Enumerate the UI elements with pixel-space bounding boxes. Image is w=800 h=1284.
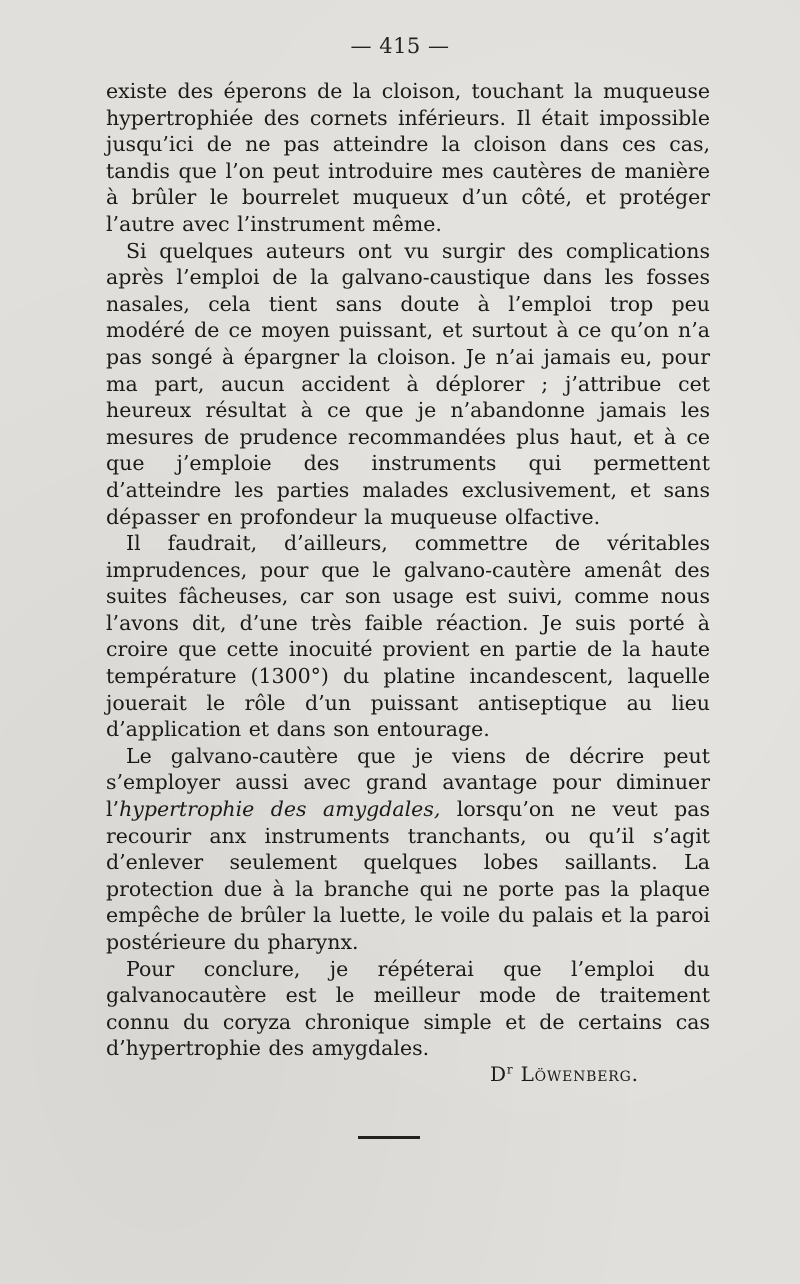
paragraph-2: Si quelques auteurs ont vu surgir des complications après l’emploi de la galvano-caustique dans les fosses nasales, cela tient sans doute à l’emploi trop peu modéré de ce moyen puissant, et surtout à ce qu’on n’a pas songé à épargner la cloison. Je n’ai jamais eu, pour ma part, aucun accident à déplorer ; j’attribue cet heureux résultat à ce que je n’abandonne jamais les mesures de prudence recommandées plus haut, et à ce que j’emploie des instruments qui permettent d’atteindre les parties malades exclusivement, et sans dépasser en profondeur la muqueuse olfactive.	[106, 238, 710, 529]
signature-superscript: r	[506, 1062, 514, 1077]
page-number: — 415 —	[350, 34, 450, 58]
signature	[490, 1062, 690, 1086]
body-text	[106, 78, 710, 1062]
signature-name: Löwenberg.	[520, 1062, 639, 1086]
signature-prefix: D	[490, 1062, 507, 1086]
paragraph-1: existe des éperons de la cloison, touchant la muqueuse hypertrophiée des cornets inférieurs. Il était impossible jusqu’ici de ne pas atteindre la cloison dans ces cas, tandis que l’on peut introduire mes cautères de manière à brûler le bourrelet muqueux d’un côté, et protéger l’autre avec l’instrument même.	[106, 79, 710, 236]
paragraph-3: Il faudrait, d’ailleurs, commettre de véritables imprudences, pour que le galvano-cautère amenât des suites fâcheuses, car son usage est suivi, comme nous l’avons dit, d’une très faible réaction. Je suis porté à croire que cette inocuité provient en partie de la haute température (1300°) du platine incandescent, laquelle jouerait le rôle d’un puissant antiseptique au lieu d’application et dans son entourage.	[106, 531, 710, 742]
paragraph-4-text-after: lorsqu’on ne veut pas recourir anx instruments tranchants, ou qu’il s’agit d’enlever seulement quelques lobes saillants. La protection due à la branche qui ne porte pas la plaque empêche de brûler la luette, le voile du palais et la paroi postérieure du pharynx.	[106, 797, 710, 954]
paragraph-4-italic-text: hypertrophie des amygdales,	[119, 797, 441, 822]
paragraph-4	[106, 743, 710, 956]
paragraph-5: Pour conclure, je répéterai que l’emploi du galvanocautère est le meilleur mode de traitement connu du coryza chronique simple et de certains cas d’hypertrophie des amygdales.	[106, 956, 710, 1061]
paragraph-4-text-before: Le galvano-cautère que je viens de décrire peut s’employer aussi avec grand avantage pour diminuer l’	[106, 743, 710, 822]
section-end-rule	[358, 1136, 420, 1139]
